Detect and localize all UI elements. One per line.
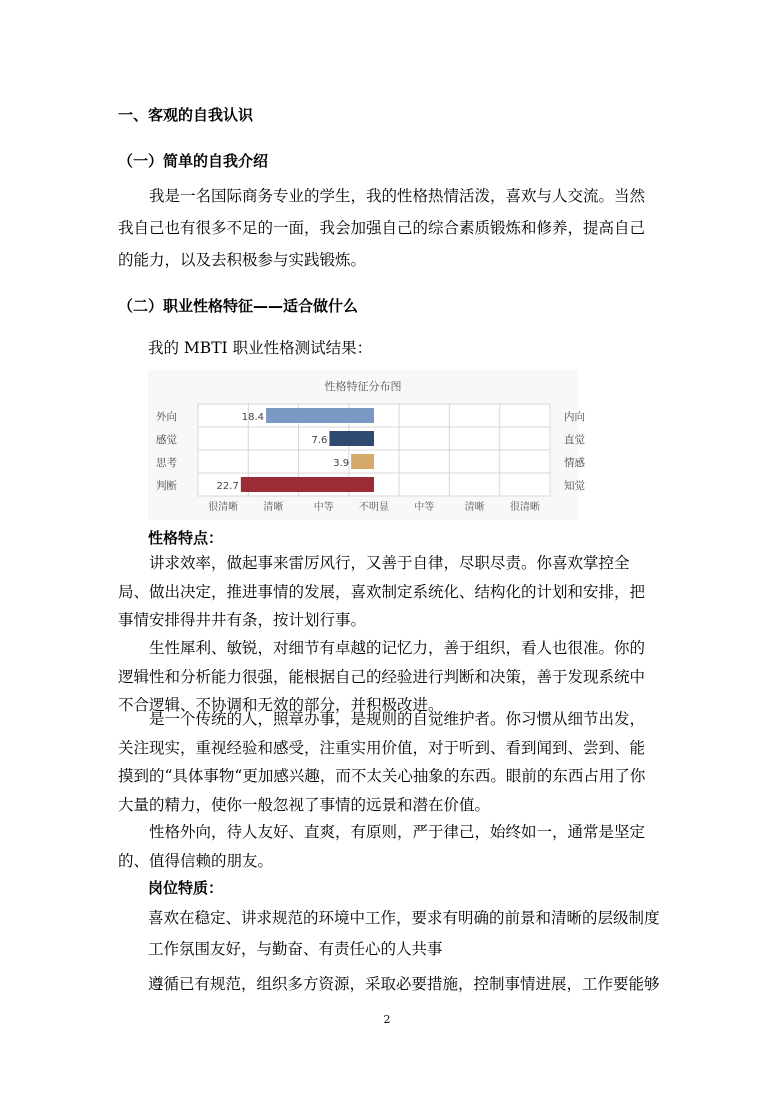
category-label-left: 感觉 [156,434,177,446]
page-number: 2 [383,1013,391,1026]
bar-2 [329,431,374,446]
traits-paragraph-1: 讲求效率，做起事来雷厉风行，又善于自律，尽职尽责。你喜欢掌控全局、做出决定，推进事情的发展，喜欢制定系统化、结构化的计划和安排，把事情安排得井井有条，按计划行事。 [118,554,646,629]
category-label-right: 直觉 [564,434,585,446]
section2-title: （二）职业性格特征——适合做什么 [118,297,359,315]
x-tick-label: 清晰 [464,502,485,513]
bar-3 [351,454,374,469]
category-label-right: 知觉 [564,480,585,492]
bar-value-label: 3.9 [333,458,350,469]
mbti-intro: 我的 MBTI 职业性格测试结果： [148,339,373,357]
category-label-left: 外向 [156,411,177,423]
bar-value-label: 7.6 [311,435,328,446]
x-tick-label: 中等 [414,502,435,513]
x-tick-label: 很清晰 [208,502,239,513]
traits-title: 性格特点： [148,529,224,547]
x-tick-label: 中等 [313,502,334,513]
section1-title: （一）简单的自我介绍 [118,152,269,170]
traits-paragraph-3: 是一个传统的人，照章办事，是规则的自觉维护者。你习惯从细节出发，关注现实，重视经验和感受，注重实用价值，对于听到、看到闻到、尝到、能摸到的“具体事物“更加感兴趣，而不太关心抽象的东西。眼前的东西占用了你大量的精力，使你一般忽视了事情的远景和潜在价值。 [118,710,646,814]
traits-paragraph-2: 生性犀利、敏锐，对细节有卓越的记忆力，善于组织，看人也很准。你的逻辑性和分析能力很强，能根据自己的经验进行判断和决策，善于发现系统中不合逻辑、不协调和无效的部分，并积极改进。 [118,639,646,714]
bar-1 [266,408,374,423]
category-label-right: 内向 [564,411,585,423]
chart-title: 性格特征分布图 [324,380,402,393]
x-tick-label: 不明显 [359,502,389,513]
x-tick-label: 清晰 [263,502,284,513]
job-title: 岗位特质： [148,879,224,897]
bar-4 [241,477,374,492]
job-line-1: 喜欢在稳定、讲求规范的环境中工作，要求有明确的前景和清晰的层级制度 [148,909,660,927]
intro-paragraph: 我是一名国际商务专业的学生，我的性格热情活泼，喜欢与人交流。当然我自己也有很多不足的一面，我会加强自己的综合素质锻炼和修养，提高自己的能力，以及去积极参与实践锻炼。 [118,187,646,269]
heading-1: 一、客观的自我认识 [118,106,254,124]
category-label-right: 情感 [564,457,585,469]
bar-value-label: 22.7 [216,481,239,492]
mbti-chart [148,370,585,520]
category-label-left: 判断 [156,480,177,492]
job-line-2: 工作氛围友好，与勤奋、有责任心的人共事 [148,940,443,958]
category-label-left: 思考 [156,457,177,469]
x-tick-label: 很清晰 [509,502,540,513]
bar-value-label: 18.4 [241,412,265,423]
traits-paragraph-4: 性格外向，待人友好、直爽，有原则，严于律己，始终如一，通常是坚定的、值得信赖的朋友。 [118,823,646,870]
job-line-3: 遵循已有规范，组织多方资源，采取必要措施，控制事情进展，工作要能够 [148,975,660,993]
